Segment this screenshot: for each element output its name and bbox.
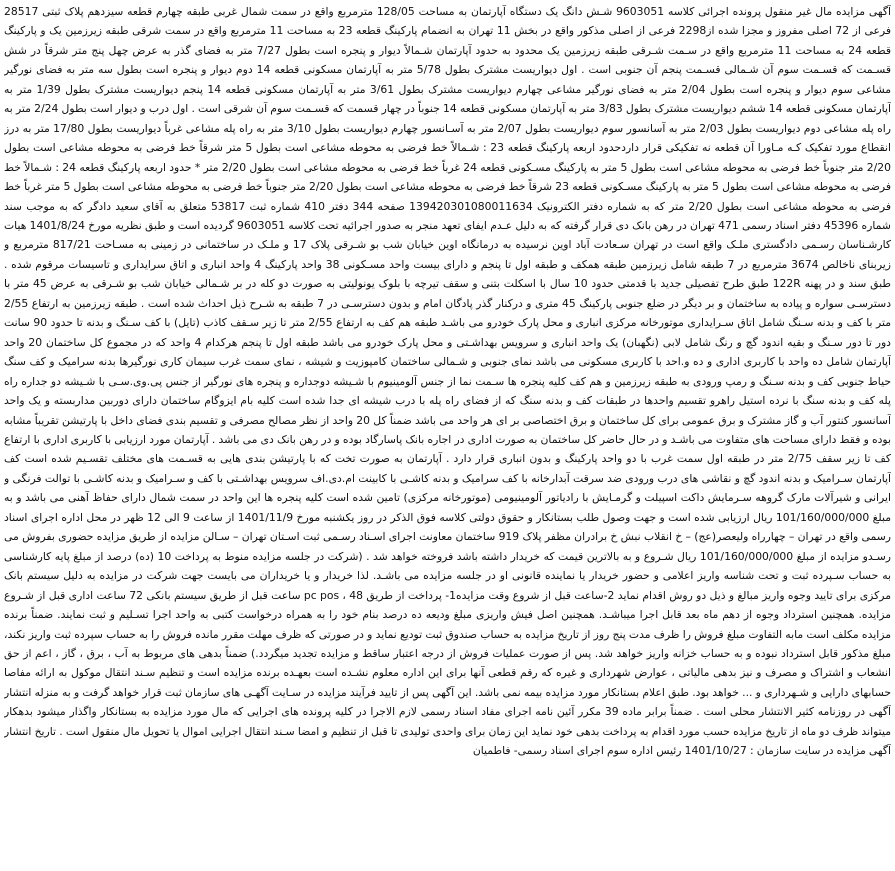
notice-text: آگهی مزایده مال غیر منقول پرونده اجرائی کلاسه 9603051 شـش دانگ یک دستگاه آپارتمان به مساحت 128/05 مترمربع واقع در سمت شمال غربی طبقه چهارم قطعه سیزدهم پلاک ثبتی 28517 فرعی از 72 اصلی مفروز و مجزا شده از2298 فرعی از اصلی مذکور واقع در بخش 11 تهران به انضمام پارکینگ قطعه 23 به مساحت 11 مترمربع واقع در سمت شرقی طبقه زیرزمین یک و پارکینگ قطعه 24 به مساحت 11 مترمربع واقع در سـمت شـرقی طبقه زیرزمین یک محدود به حدود آپارتمان شـمالاً دیوار و پنجره است بطول 7/27 متر به فضای گذر به عرض چهل پنج متر شرقاً در شش قسـمت که قسـمت سوم آن شـمالی قسـمت پنجم آن جنوبی است . اول دیواریست مشترک بطول 5/78 متر به آپارتمان مسکونی قطعه 14 دوم دیوار و پنجره است بطول سه متر به فضای نورگیر مشاعی سوم دیوار و پنجره است بطول 2/04 متر به فضای نورگیر مشاعی چهارم دیواریست مشترک بطول 3/61 متر به آپارتمان مسکونی قطعه 14 پنجم دیواریست مشترک بطول 1/39 متر به آپارتمان مسکونی قطعه 14 ششم دیواریست مشترک بطول 3/83 متر به آپارتمان مسکونی قطعه 14 جنوباً در چهار قسمت که قسـمت سوم آن شرقی است . اول درب و دیوار است بطول 2/24 متر به راه پله مشاعی دوم دیواریست بطول 2/03 متر به آسانسور سوم دیواریست بطول 2/07 متر به آسـانسور چهارم دیواریست بطول 3/10 متر به راه پله مشاعی غرباً دیواریست بطول 17/80 متر به درز انقطاع مورد تفکیک کـه مـاورا آن قطعه نه تفکیکی قرار داردحدود اربعه پارکینگ قطعه 23 : شـمالاً خط فرضی به محوطه مشاعی است بطول 5 متر شرقاً خط فرضی به محوطه مشاعی است بطول 2/20 متر جنوباً خط فرضی به محوطه مشاعی است بطول 5 متر به پارکینگ مسـکونی قطعه 24 غرباً خط فرضی به محوطه مشاعی است بطول 2/20 متر * حدود اربعه پارکینگ قطعه 24 : شـمالاً خط فرضی به محوطه مشاعی است بطول 5 متر به پارکینگ مسـکونی قطعه 23 شرقاً خط فرضی به محوطه مشاعی است بطول 2/20 متر جنوباً خط فرضی به محوطه مشاعی است بطول 5 متر غرباً خط فرضی به محوطه مشاعی است بطول 2/20 متر که به شماره دفتر الکترونیک 139420301080011634 صفحه 344 دفتر 410 شماره ثبت 53817 متعلق به آقای سعید دادگر که به موجب سند شماره 45396 دفتر اسناد رسمی 471 تهران در رهن بانک دی قرار گرفته که به دلیل عـدم ایفای تعهد منجر به صدور اجرائیه تحت کلاسه 9603051 گردیده است و طبق نظریه مورخ 1401/8/24 هیات کارشـناسان رسـمی دادگستری ملـک واقع است در تهران سـعادت آباد اوین نرسیده به درمانگاه اوین خیابان شب بو شـرقی پلاک 17 و ملـک در ساختمانی در زمینی به مسـاحت 817/21 مترمربع و زیربنای ناخالص 3674 مترمربع در 7 طبقه شامل زیرزمین طبقه همکف و طبقه اول تا پنجم و دارای بیست واحد مسـکونی 38 واحد پارکینگ 4 واحد انباری و اتاق سرایداری و تاسیسات مرقوم شده . طبق سند و در پهنه 122R طبق طرح تفصیلی جدید با قدمتی حدود 10 سال با اسکلت بتنی و سقف تیرچه با بلوک یونولیتی به صورت دو کله در بر شـمالی خیابان شب بو شـرقی به عرض 45 متر با دسترسـی سواره و پیاده به ساختمان و بر دیگر در ضلع جنوبی پارکینگ 45 متری و درکنار گذر پادگان امام و بدون دسترسـی در 7 طبقه به شـرح ذیل احداث شده است . طبقه زیرزمین به ارتفاع 2/55 متر با کف و بدنه سـنگ شامل اتاق سـرایداری موتورخانه مرکزی انباری و محل پارک خودرو می باشـد طبقه هم کف به ارتفاع 2/55 متر تا زیر سـقف کاذب (تایل) با کف سـنگ و بدنه تا حدود 90 سانت دور تا دور سـنگ و بقیه اندود گچ و رنگ شامل لابی (نگهبان) یک واحد انباری و سرویس بهداشـتی و محل پارک خودرو می باشد طبقه اول تا پنجم هرکدام 4 واحد که در مجموع کل ساختمان 20 واحد آپارتمان شامل ده واحد با کاربری اداری و ده و.احد با کاربری مسکونی می باشد نمای جنوبی و شـمالی ساختمان کامپوزیت و شیشه ، نمای سمت غرب سیمان کاری نورگیرها بدنه سرامیک و کف سنگ حیاط جنوبی کف و بدنه سـنگ و رمپ ورودی به طبقه زیرزمین و هم کف کلیه پنجره ها سـمت نما از جنس آلومینیوم با شـیشه دوجداره و پنجره های نورگیر از جنس پی.وی.سـی با شـیشه دو جداره راه پله کف و بدنه سنگ با نرده استیل راهرو تقسیم واحدها در طبقات کف و بدنه سنگ که از فضای راه پله با درب شیشه ای جدا شده است کلیه بام ایزوگام ساختمان دارای دوربین مداربسته و یک واحد آسانسور کنتور آب و گاز مشترک و برق عمومی برای کل ساختمان و برق اختصاصی بر ای هر واحد می باشد ضمناً کل 20 واحد از نظر مصالح مصرفی و تقسیم بندی فضای داخل با پارتیشن تقریباً مشابه بوده و فقط دارای مساحت های متفاوت می باشـد و در حال حاضر کل ساختمان به صورت اداری در اجاره بانک پاسارگاد بوده و در رهن بانک دی می باشد . آپارتمان مورد ارزیابی با کاربری اداری با ارتفاع کف تا زیر سقف 2/75 متر در طبقه اول سمت غرب با دو واحد پارکینگ و بدون انباری قرار دارد . آپارتمان به صورت تخت که با پارتیشن بندی هایی به قسـمت های مختلف تقسـیم شده است کف آپارتمان سـرامیک و بدنه اندود گچ و نقاشی های درب ورودی ضد سرقت آبدارخانه با کف سرامیک و بدنه کاشـی با کابینت ام.دی.اف سرویس بهداشـتی با کف و سـرامیک و بدنه کاشـی با توالت فرنگی و ایرانی و شیرآلات مارک گروهه سـرمایش داکت اسپیلت و گرمـایش با رادیاتور آلومینیومی (موتورخانه مرکزی) تامین شده است کلیه پنجره ها این واحد در سمت شمال دارای حفاظ آهنی می باشد و به مبلغ 101/160/000/000 ریال ارزیابی شده است و جهت وصول طلب بستانکار و حقوق دولتی کلاسه فوق الذکر در روز یکشنبه مورخ 1401/11/9 از ساعت 9 الی 12 ظهر در محل اداره اجرای اسناد رسمی واقع در تهران – چهارراه ولیعصر(عج) – خ انقلاب نبش خ برادران مظفر پلاک 919 ساختمان معاونت اجرای اسـناد رسـمی ثبت اسـتان تهران – سـالن مزایده از طریق مزایده حضوری بفروش می رسـدو مزایده از مبلغ 101/160/000/000 ریال شـروع و به بالاترین قیمت که خریدار داشته باشد فروخته خواهد شد . (شرکت در جلسه مزایده منوط به پرداخت 10 (ده) درصد از مبلغ پایه کارشناسی به حساب سـپرده ثبت و تحت شناسه واریز اعلامی و حضور خریدار یا نماینده قانونی او در جلسه مزایده می باشـد. لذا خریدار و یا خریداران می بایست جهت شرکت در مزایده به دلیل سیستم بانک مرکزی برای تایید وجوه واریز مبالغ و ذیل دو روش اقدام نماید 2-ساعت قبل از شروع وقت مزایده1- پرداخت از طریق pc pos ، 48 ساعت قبل از طریق سیستم بانکی 72 ساعت اداری قبل از شـروع مزایده. همچنین استرداد وجوه از دهم ماه بعد قابل اجرا میباشـد. همچنین اصل فیش واریزی مبلغ ودیعه ده درصد بنام خود را به همراه درخواست کتبی به واحد اجرا تسـلیم و ثبت نمایند. ضمناً برنده مزایده مکلف است مابه التفاوت مبلغ فروش را ظرف مدت پنج روز از تاریخ مزایده به حساب صندوق ثبت تودیع نماید و در صورتی که ظرف مهلت مقرر مانده فروش را به حساب سپرده ثبت واریز نکند، مبلغ مذکور قابل استرداد نبوده و به حساب خزانه واریز خواهد شد. پس از صورت عملیات فروش از درجه اعتبار ساقط و مزایده تجدید میگردد.) ضمناً بدهی های مربوط به آب ، برق ، گاز ، اعم از حق انشعاب و اشتراک و مصرف و نیز بدهی مالیاتی ، عوارض شهرداری و غیره که رقم قطعی آنها برای این اداره معلوم نشـده است بعهـده برنده مزایده است و تنظیم سـند انتقال موکول به ارائه مفاصا حسابهای دارایی و شـهرداری و ... خواهد بود. طبق اعلام بستانکار مورد مزایده بیمه نمی باشد. این آگهی پس از تایید فرآیند مزایده در سـایت آگهـی های سازمان ثبت قرار خواهد گرفت و به منزله انتشار آگهی در روزنامه کثیر الانتشار محلی است . ضمناً برابر ماده 39 مکرر آئین نامه اجرای مفاد اسناد رسمی لازم الاجرا در کلیه پرونده های اجرایی که مال مورد مزایده به بستانکار واگذار میشود بدهکار میتواند ظرف دو ماه از تاریخ مزایده حسب مورد اقدام به پرداخت بدهی خود نماید این زمان برای واحدی تولیدی تا قبل از تنظیم و امضا سـند انتقال اجرایی اموال یا تحویل مال منقول است . تاریخ انتشار آگهی مزایده در سایت سازمان : 1401/10/27 رئیس اداره سوم اجرای اسناد رسمی- فاطمیان — [4, 5, 891, 758]
auction-notice — [4, 2, 891, 868]
